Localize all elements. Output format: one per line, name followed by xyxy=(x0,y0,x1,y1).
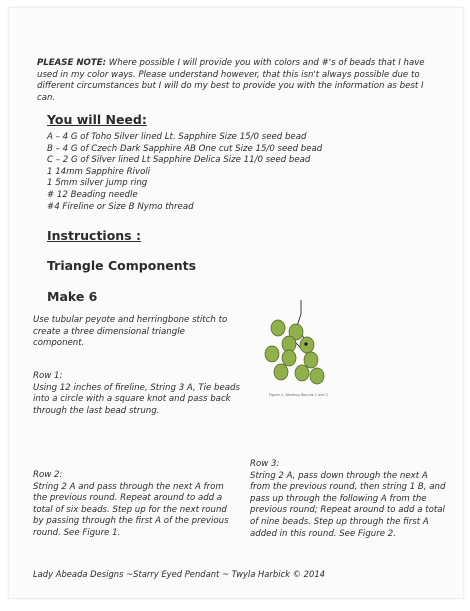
please-note-paragraph xyxy=(37,58,432,104)
list-item: #4 Fireline or Size B Nymo thread xyxy=(47,201,194,212)
row-1-block xyxy=(33,371,243,417)
instructions-heading: Instructions : xyxy=(47,228,141,243)
please-note-label: PLEASE NOTE: xyxy=(37,58,107,68)
bead xyxy=(304,352,318,368)
list-item: # 12 Beading needle xyxy=(47,189,138,200)
footer-credit: Lady Abeada Designs ~Starry Eyed Pendant ~ Twyla Harbick © 2014 xyxy=(33,569,325,579)
bead xyxy=(274,364,288,380)
row-2-text: String 2 A and pass through the next A from the previous round. Repeat around to add a total of six beads. Step up for the next round by passing through the first A of the previous round. See Figure 1. xyxy=(33,481,229,538)
figure-1-diagram xyxy=(251,296,335,396)
bead xyxy=(265,346,279,362)
row-3-text: String 2 A, pass down through the next A from the previous round, then string 1 B, and pass up through the following A from the previous round; Repeat around to add a total of nine beads. Step up through the first A added in this round. See Figure 2. xyxy=(250,470,446,539)
materials-list xyxy=(47,132,427,213)
intro-paragraph: Use tubular peyote and herringbone stitch to create a three dimensional triangle component. xyxy=(33,315,228,349)
list-item: 1 14mm Sapphire Rivoli xyxy=(47,166,151,177)
row-2-title: Row 2: xyxy=(33,470,63,480)
bead xyxy=(295,365,309,381)
figure-1-caption: Figure 1: Working Rounds 1 and 2 xyxy=(269,393,328,397)
section-title: Triangle Components xyxy=(47,258,197,273)
list-item: B – 4 G of Czech Dark Sapphire AB One cut Size 15/0 seed bead xyxy=(47,143,323,154)
list-item: 1 5mm silver jump ring xyxy=(47,178,148,189)
please-note-text: Where possible I will provide you with colors and #'s of beads that I have used in my color ways. Please understand however, that this isn't always possible due to different circumstances but I will do my best to provide you with the information as best I can. xyxy=(37,58,425,103)
bead xyxy=(282,350,296,366)
row-2-block xyxy=(33,470,233,540)
bead xyxy=(282,336,296,352)
make-count: Make 6 xyxy=(47,289,98,304)
bead xyxy=(310,368,324,384)
row-3-block xyxy=(250,459,450,540)
document-page xyxy=(8,7,464,599)
list-item: C – 2 G of Silver lined Lt Sapphire Delica Size 11/0 seed bead xyxy=(47,155,311,166)
bead xyxy=(271,320,285,336)
materials-heading: You will Need: xyxy=(47,112,147,127)
list-item: A – 4 G of Toho Silver lined Lt. Sapphire Size 15/0 seed bead xyxy=(47,132,307,142)
row-1-title: Row 1: xyxy=(33,371,63,381)
row-1-text: Using 12 inches of fireline, String 3 A, Tie beads into a circle with a square knot and pass back through the last bead strung. xyxy=(33,382,240,416)
row-3-title: Row 3: xyxy=(250,459,280,469)
